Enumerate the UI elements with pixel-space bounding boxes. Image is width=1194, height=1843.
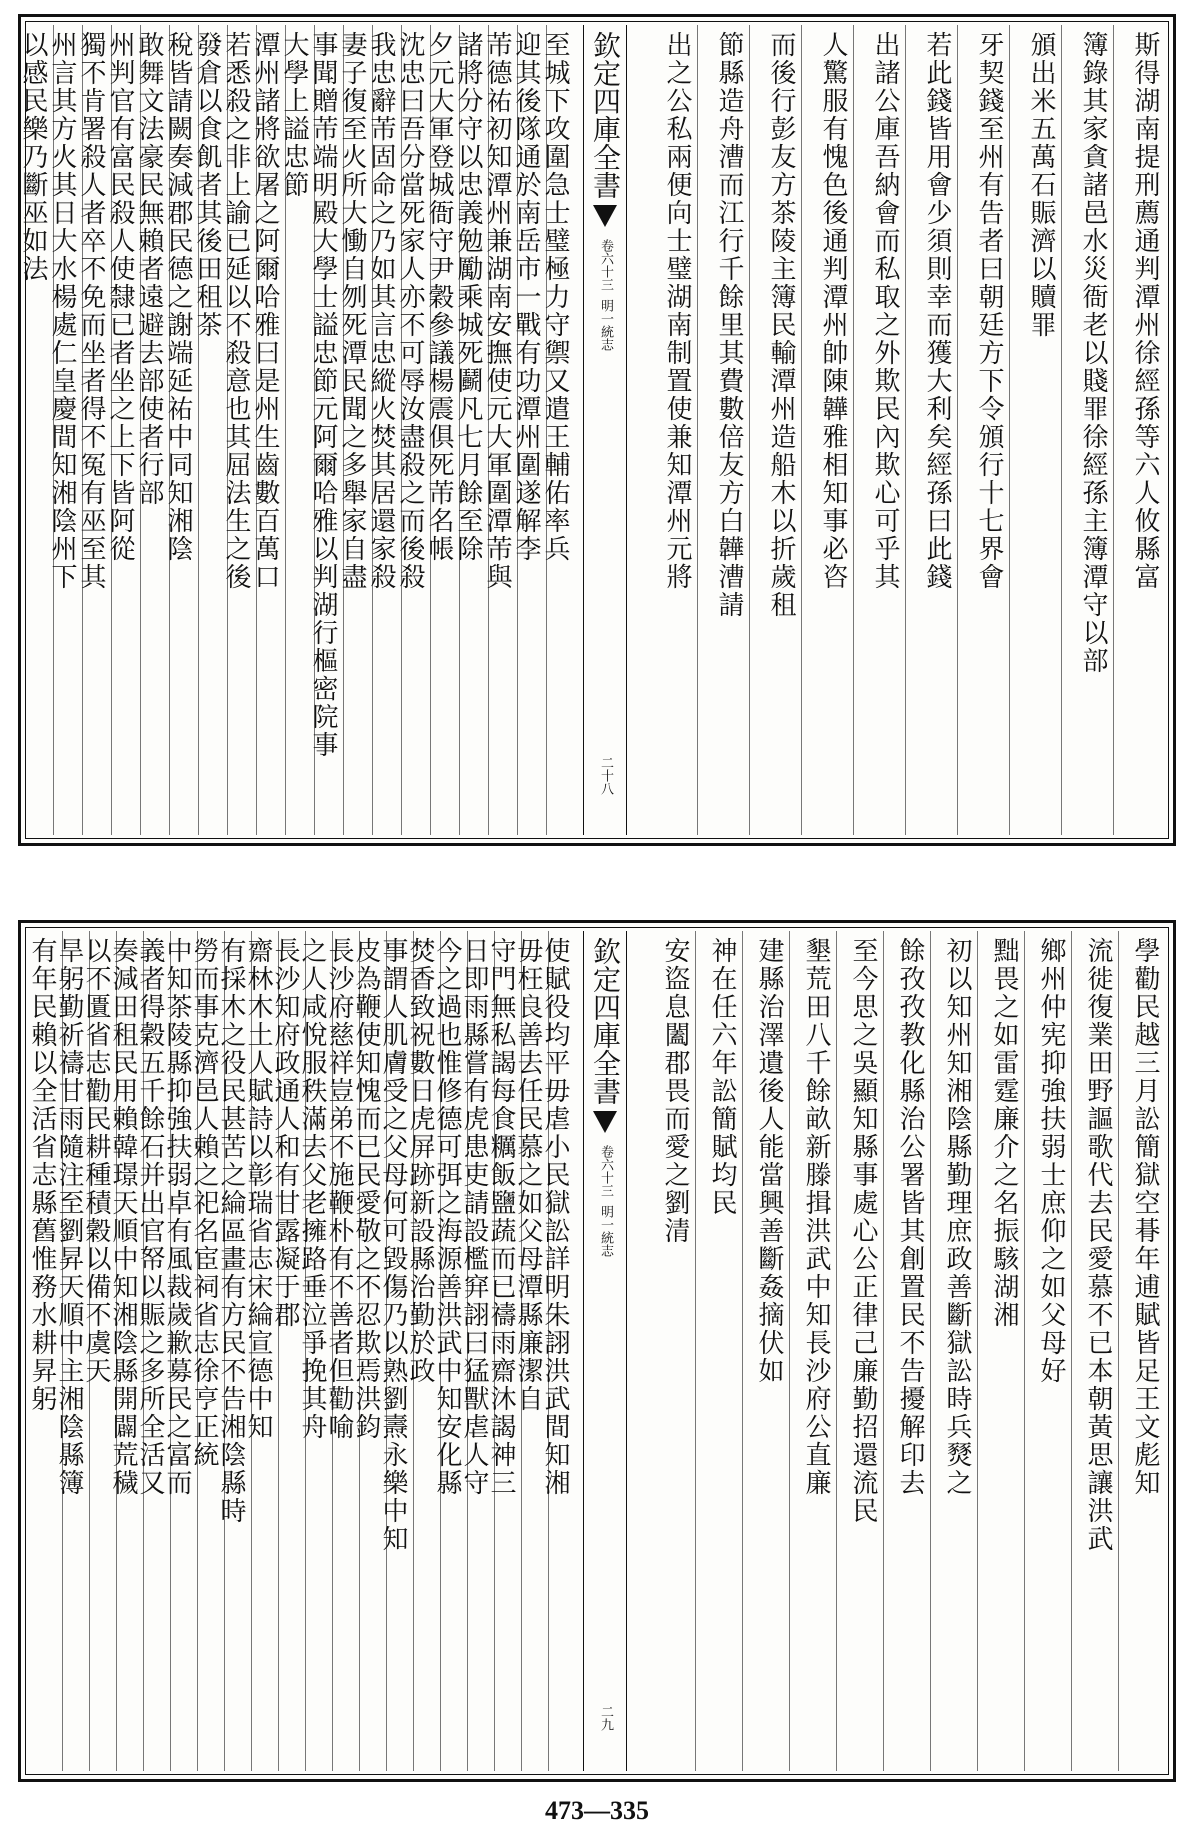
text-column: 勞而事克濟邑人賴之祀名宦祠省志徐亨正統 [197, 931, 224, 1771]
text-column: 使賦役均平毋虐小民獄訟詳明朱詡洪武間知湘 [548, 931, 575, 1771]
text-column: 鄉州仲宪抑強扶弱士庶仰之如父母好 [1024, 931, 1071, 1771]
text-column: 義者得穀五千餘石并出官帑以賑之多所全活又 [143, 931, 170, 1771]
text-column: 至今思之吳顯知縣事處心公正律己廉勤招還流民 [836, 931, 883, 1771]
text-column: 稅皆請闕奏減郡民德之謝端延祐中同知湘陰 [169, 25, 198, 835]
text-column: 芾德祐初知潭州兼湖南安撫使元大軍圍潭芾與 [488, 25, 517, 835]
fish-tail-icon [593, 1111, 617, 1133]
bottom-page [18, 920, 1176, 1782]
text-column: 以感民樂乃斷巫如法 [18, 31, 48, 283]
text-column: 出諸公庫吾納會而私取之外欺民內欺心可乎其 [853, 25, 905, 835]
top-center-gutter [583, 25, 627, 835]
text-column: 夕元大軍登城衙守尹穀參議楊震俱死芾名帳 [430, 25, 459, 835]
text-column: 今之過也惟修德可弭之海源善洪武中知安化縣 [440, 931, 467, 1771]
text-column: 敢舞文法豪民無賴者遠避去部使者行部 [140, 25, 169, 835]
text-column: 黜畏之如雷霆廉介之名振駭湖湘 [977, 931, 1024, 1771]
top-page [18, 14, 1176, 846]
text-column: 神在任六年訟簡賦均民 [695, 931, 742, 1771]
text-column: 長沙府慈祥豈弟不施鞭朴有不善者但勸喻 [332, 931, 359, 1771]
top-section: 明一統志 [598, 299, 613, 351]
bottom-leaf-number: 二九 [598, 1705, 613, 1731]
text-column: 州判官有富民殺人使隸已者坐之上下皆阿從 [111, 25, 140, 835]
text-column: 安盜息闔郡畏而愛之劉清 [660, 937, 690, 1245]
text-column: 簿錄其家貪諸邑水災衙老以賤罪徐經孫主簿潭守以部 [1061, 25, 1113, 835]
text-column: 齋林木土人賦詩以彰瑞省志宋綸宣德中知 [251, 931, 278, 1771]
bottom-volume: 卷六十三 [598, 1145, 613, 1197]
text-column: 皮為鞭使知愧而已民愛敬之不忍欺焉洪鈞 [359, 931, 386, 1771]
text-column: 中知茶陵縣抑強扶弱卓有風裁歲歉募民之富而 [170, 931, 197, 1771]
text-column: 我忠辭芾固命之乃如其言忠縱火焚其居還家殺 [372, 25, 401, 835]
text-column: 焚香致祝數日虎屏跡新設縣治勤於政 [413, 931, 440, 1771]
text-column: 若悉殺之非上諭已延以不殺意也其屈法生之後 [227, 25, 256, 835]
bottom-center-gutter [583, 931, 627, 1771]
bottom-left-half [29, 931, 575, 1771]
top-book-title: 欽定四庫全書 [589, 31, 622, 199]
text-column: 諸將分守以忠義勉勵乘城死鬬凡七月餘至除 [459, 25, 488, 835]
top-left-half [18, 25, 575, 835]
text-column: 守門無私謁每食糲飯鹽蔬而已禱雨齋沐謁神三 [494, 931, 521, 1771]
text-column: 流徙復業田野謳歌代去民愛慕不已本朝黃思讓洪武 [1071, 931, 1118, 1771]
text-column: 牙契錢至州有告者曰朝廷方下令頒行十七界會 [957, 25, 1009, 835]
text-column: 事謂人肌膚受之父母何可毀傷乃以熟劉燾永樂中知 [386, 931, 413, 1771]
text-column: 而後行彭友方茶陵主簿民輸潭州造船木以折歲租 [749, 25, 801, 835]
text-column: 之人咸悅服秩滿去父老擁路垂泣爭挽其舟 [305, 931, 332, 1771]
text-column: 州言其方火其日大水楊處仁皇慶間知湘陰州下 [53, 25, 82, 835]
text-column: 旱躬勤祈禱甘雨隨注至劉昇天順中主湘陰縣簿 [62, 931, 89, 1771]
page-number: 473—335 [545, 1796, 649, 1825]
text-column: 迎其後隊通於南岳市一戰有功潭州圍遂解李 [517, 25, 546, 835]
text-column: 日即雨縣嘗有虎患吏請設檻穽詡曰猛獸虐人守 [467, 931, 494, 1771]
text-column: 長沙知府政通人和有甘露凝于郡 [278, 931, 305, 1771]
fish-tail-icon [593, 205, 617, 227]
text-column: 出之公私兩便向士璧湖南制置使兼知潭州元將 [662, 31, 692, 591]
text-column: 建縣治澤遺後人能當興善斷姦摘伏如 [742, 931, 789, 1771]
text-column: 有採木之役民甚苦之綸區畫有方民不告湘陰縣時 [224, 931, 251, 1771]
text-column: 發倉以食飢者其後田租茶 [198, 25, 227, 835]
text-column: 頒出米五萬石賑濟以贖罪 [1009, 25, 1061, 835]
text-column: 墾荒田八千餘畝新滕揖洪武中知長沙府公直廉 [789, 931, 836, 1771]
text-column: 潭州諸將欲屠之阿爾哈雅曰是州生齒數百萬口 [256, 25, 285, 835]
text-column: 人驚服有愧色後通判潭州帥陳韡雅相知事必咨 [801, 25, 853, 835]
text-column: 餘孜孜教化縣治公署皆其創置民不告擾解印去 [883, 931, 930, 1771]
bottom-right-half [627, 931, 1165, 1771]
text-column: 斯得湖南提刑薦通判潭州徐經孫等六人攸縣富 [1113, 25, 1165, 835]
text-column: 有年民賴以全活省志縣舊惟務水耕昇躬 [27, 937, 57, 1413]
text-column: 初以知州知湘陰縣勤理庶政善斷獄訟時兵燹之 [930, 931, 977, 1771]
text-column: 大學上謚忠節 [285, 25, 314, 835]
text-column: 獨不肯署殺人者卒不免而坐者得不冤有巫至其 [82, 25, 111, 835]
top-leaf-number: 二十八 [598, 756, 613, 795]
bottom-section: 明一統志 [598, 1205, 613, 1257]
text-column: 妻子復至火所大慟自刎死潭民聞之多舉家自盡 [343, 25, 372, 835]
text-column: 沈忠曰吾分當死家人亦不可辱汝盡殺之而後殺 [401, 25, 430, 835]
text-column: 奏減田租民用賴韓璟天順中知湘陰縣開闢荒穢 [116, 931, 143, 1771]
text-column: 以不匱省志勸民耕種積穀以備不虞天 [89, 931, 116, 1771]
text-column: 節縣造舟漕而江行千餘里其費數倍友方白韡漕請 [697, 25, 749, 835]
top-volume: 卷六十三 [598, 239, 613, 291]
text-column: 至城下攻圍急士璧極力守禦又遣王輔佑率兵 [546, 25, 575, 835]
top-right-half [627, 25, 1165, 835]
text-column: 毋枉良善去任民慕之如父母潭縣廉潔自 [521, 931, 548, 1771]
text-column: 事聞贈芾端明殿大學士謚忠節元阿爾哈雅以判湖行樞密院事 [314, 25, 343, 835]
text-column: 學勸民越三月訟簡獄空朞年逋賦皆足王文彪知 [1118, 931, 1165, 1771]
text-column: 若此錢皆用會少須則幸而獲大利矣經孫曰此錢 [905, 25, 957, 835]
bottom-book-title: 欽定四庫全書 [589, 937, 622, 1105]
